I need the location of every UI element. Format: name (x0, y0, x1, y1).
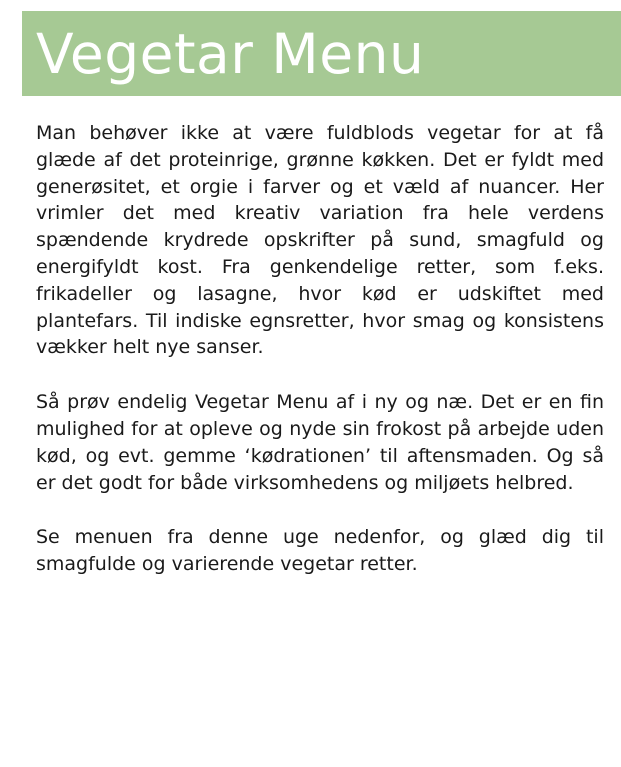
menu-paragraph: Se menuen fra denne uge nedenfor, og glæd dig til smagfulde og varierende vegetar retter. (36, 526, 604, 576)
intro-paragraph: Man behøver ikke at være fuldblods vegetar for at få glæde af det proteinrige, grønne køkken. Det er fyldt med generøsitet, et orgie i farver og et væld af nuancer. Her vrimler det med kreativ variation fra hele verdens spændende krydrede opskrifter på sund, smagfuld og energifyldt kost. Fra genkendelige retter, som f.eks. frikadeller og lasagne, hvor kød er udskiftet med plantefars. Til indiske egnsretter, hvor smag og konsistens vækker helt nye sanser. (36, 122, 604, 359)
try-paragraph: Så prøv endelig Vegetar Menu af i ny og næ. Det er en fin mulighed for at opleve og nyde sin frokost på arbejde uden kød, og evt. gemme ‘kødrationen’ til aftensmaden. Og så er det godt for både virksomhedens og miljøets helbred. (36, 391, 604, 494)
page-title: Vegetar Menu (36, 22, 425, 86)
title-banner (22, 11, 621, 96)
body-text (36, 120, 604, 606)
